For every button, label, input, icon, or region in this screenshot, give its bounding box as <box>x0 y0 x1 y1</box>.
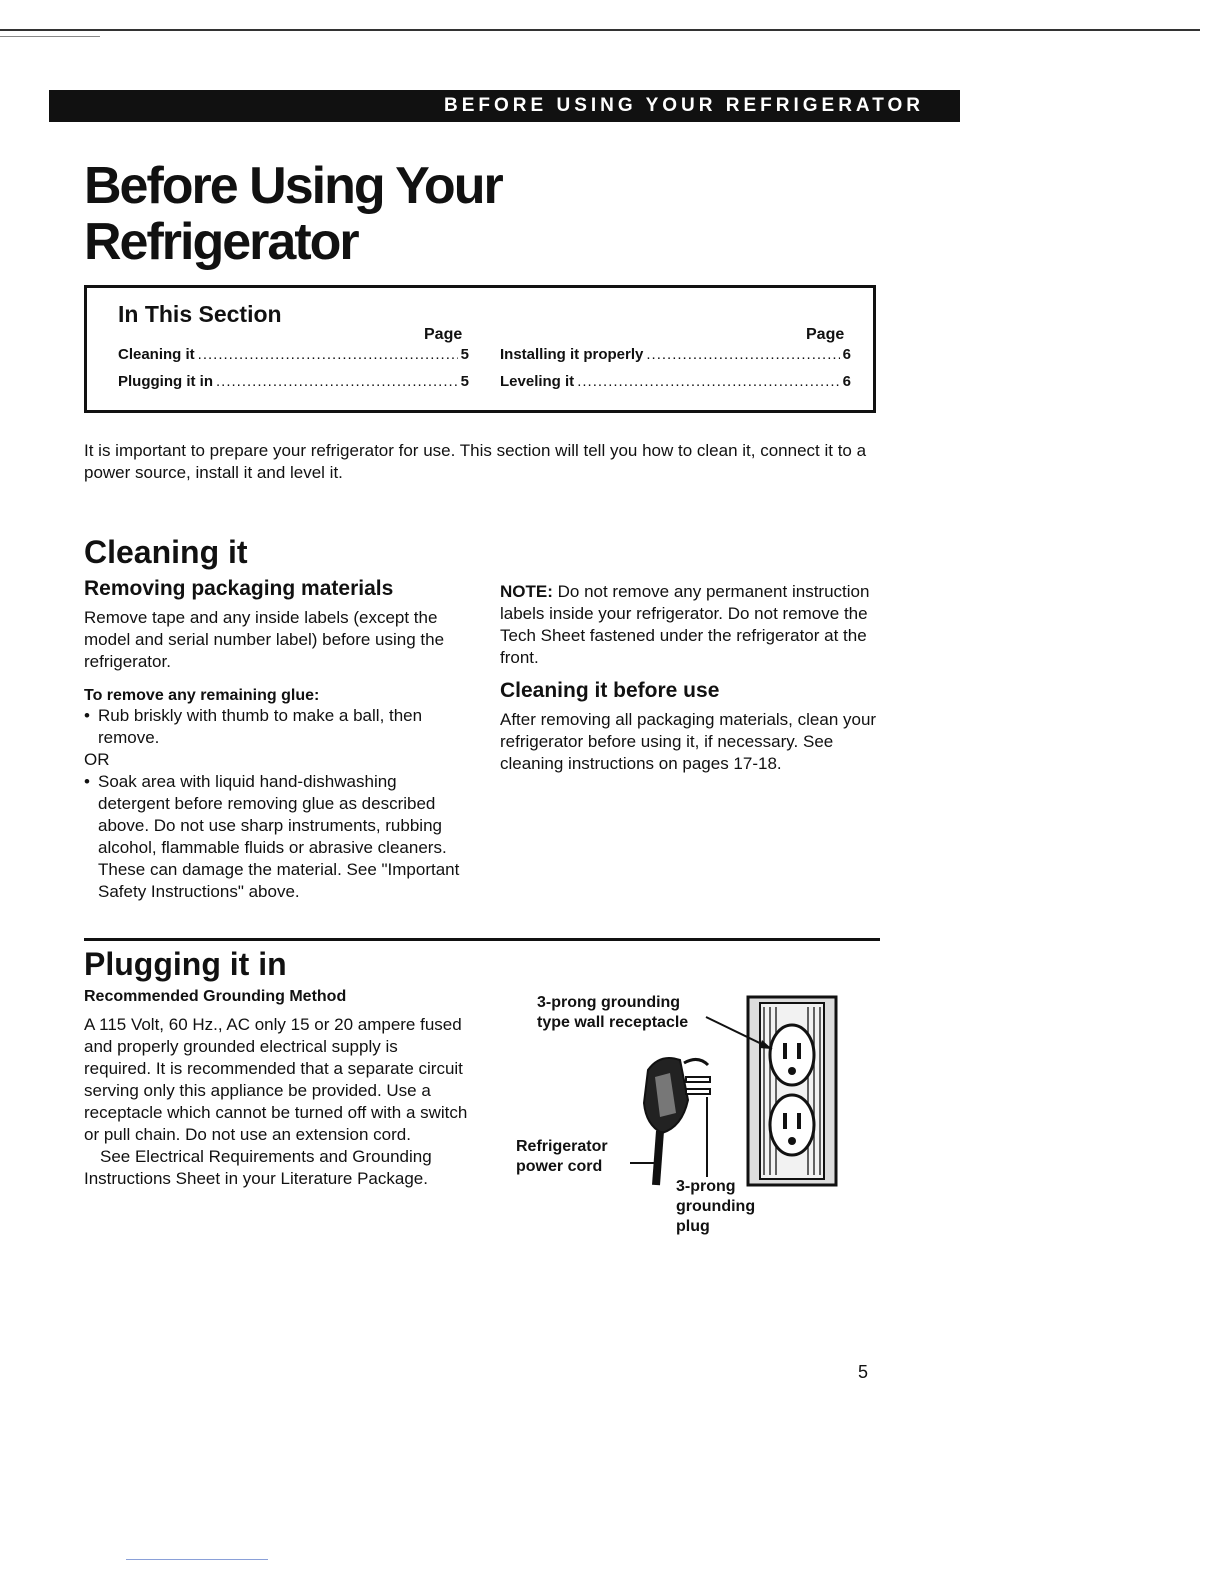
grounding-method-heading: Recommended Grounding Method <box>84 988 347 1005</box>
intro-paragraph: It is important to prepare your refrigerator for use. This section will tell you how to clean it, connect it to a power source, install it and level it. <box>84 441 867 482</box>
toc-entry-label: Plugging it in <box>118 373 213 390</box>
toc-heading: In This Section <box>118 301 282 327</box>
plugging-heading: Plugging it in <box>84 946 287 982</box>
power-cord-callout-line-2: power cord <box>516 1158 603 1175</box>
note-label: NOTE: <box>500 582 553 601</box>
glue-step-2-text: Soak area with liquid hand-dishwashing detergent before removing glue as described above. Do not use sharp instruments, rubbing alcohol, flammable fluids or abrasive cleaners. These can damage the material. See "Important Safety Instructions" above. <box>98 772 460 901</box>
section-divider <box>84 938 880 941</box>
toc-leader-dots <box>216 373 458 390</box>
toc-entry-installing[interactable] <box>500 346 851 363</box>
cleaning-before-use-text: After removing all packaging materials, clean your refrigerator before using it, if necessary. See cleaning instructions on pages 17-18. <box>500 710 877 773</box>
toc-entry-cleaning[interactable] <box>118 346 469 363</box>
toc-entry-page: 6 <box>842 373 851 390</box>
toc-leader-dots <box>646 346 839 363</box>
page-number: 5 <box>858 1362 869 1382</box>
glue-step-1 <box>84 705 468 749</box>
bullet-mark: • <box>84 772 90 791</box>
toc-leader-dots <box>577 373 839 390</box>
toc-entry-page: 5 <box>460 373 469 390</box>
power-cord-callout <box>516 1137 608 1177</box>
grounding-plug-figure <box>510 985 850 1245</box>
section-banner: BEFORE USING YOUR REFRIGERATOR <box>49 90 960 122</box>
toc-leader-dots <box>198 346 458 363</box>
plug-callout <box>676 1177 755 1237</box>
grounding-instructions-text: See Electrical Requirements and Grounding Instructions Sheet in your Literature Package. <box>84 1147 432 1188</box>
plug-callout-line-3: plug <box>676 1218 710 1235</box>
toc-entry-plugging[interactable] <box>118 373 469 390</box>
removing-packaging-text: Remove tape and any inside labels (except the model and serial number label) before using the refrigerator. <box>84 608 445 671</box>
glue-step-1-text: Rub briskly with thumb to make a ball, then remove. <box>98 706 423 747</box>
page-title <box>84 158 784 270</box>
toc-entry-label: Leveling it <box>500 373 575 390</box>
toc-page-header-left: Page <box>424 326 463 343</box>
grounding-requirements-text: A 115 Volt, 60 Hz., AC only 15 or 20 ampere fused and properly grounded electrical supply is required. It is recommended that a separate circuit serving only this appliance be provided. Use a receptacle which cannot be turned off with a switch or pull chain. Do not use an extension cord. <box>84 1015 468 1144</box>
cleaning-before-use-heading: Cleaning it before use <box>500 679 720 702</box>
top-rule-short <box>0 36 100 37</box>
toc-entry-label: Installing it properly <box>500 346 644 363</box>
cleaning-left-column <box>84 577 468 903</box>
receptacle-callout <box>537 993 688 1033</box>
cleaning-heading: Cleaning it <box>84 534 248 570</box>
note-paragraph <box>500 581 884 669</box>
receptacle-callout-line-1: 3-prong grounding <box>537 994 681 1011</box>
bottom-rule <box>126 1559 268 1560</box>
receptacle-callout-line-2: type wall receptacle <box>537 1014 689 1031</box>
note-text: Do not remove any permanent instruction labels inside your refrigerator. Do not remove the Tech Sheet fastened under the refrigerator at the front. <box>500 582 870 667</box>
bullet-mark: • <box>84 706 90 725</box>
section-contents-box <box>84 285 876 413</box>
or-text: OR <box>84 750 110 769</box>
toc-entry-label: Cleaning it <box>118 346 195 363</box>
toc-page-header-right: Page <box>806 326 845 343</box>
top-rule <box>0 29 1200 31</box>
toc-entry-leveling[interactable] <box>500 373 851 390</box>
cleaning-right-column <box>500 581 884 775</box>
page-title-line-1: Before Using Your <box>84 157 502 215</box>
plugging-column <box>84 988 468 1190</box>
toc-entry-page: 6 <box>842 346 851 363</box>
removing-packaging-heading: Removing packaging materials <box>84 577 394 600</box>
power-cord-callout-line-1: Refrigerator <box>516 1138 608 1155</box>
plug-callout-line-2: grounding <box>676 1198 756 1215</box>
page-title-line-2: Refrigerator <box>84 213 358 271</box>
glue-step-2 <box>84 771 468 903</box>
toc-entry-page: 5 <box>460 346 469 363</box>
remove-glue-heading: To remove any remaining glue: <box>84 687 320 704</box>
plug-callout-line-1: 3-prong <box>676 1178 736 1195</box>
